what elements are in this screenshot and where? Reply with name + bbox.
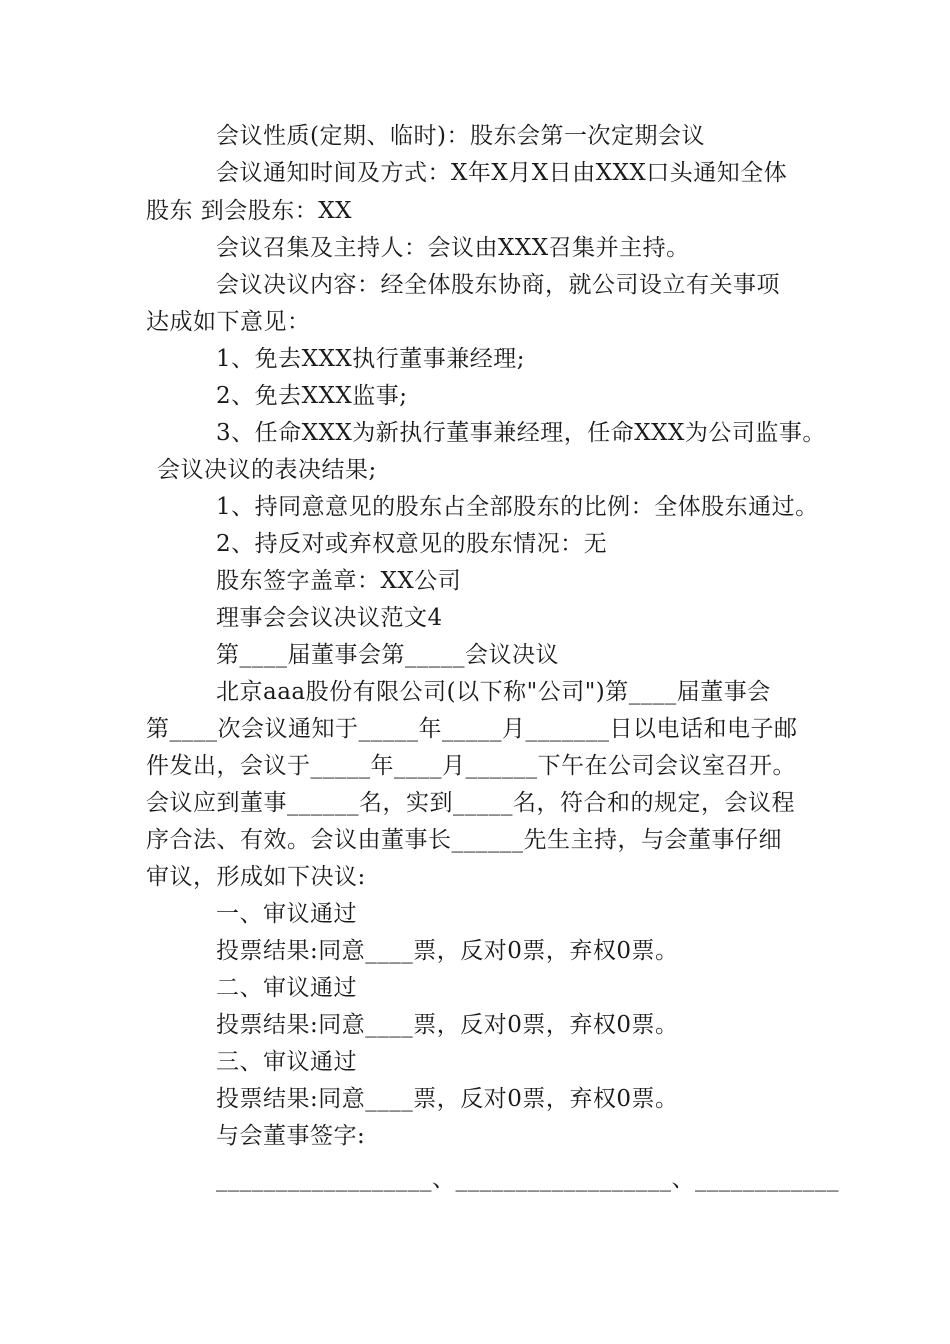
- paragraph-line: 会议应到董事______名，实到_____名，符合和的规定，会议程: [146, 790, 795, 816]
- list-item: 3、任命XXX为新执行董事兼经理，任命XXX为公司监事。: [216, 420, 826, 446]
- paragraph-line: 审议，形成如下决议:: [146, 864, 366, 890]
- list-item: 1、持同意意见的股东占全部股东的比例：全体股东通过。: [216, 494, 819, 520]
- director-signature-label: 与会董事签字:: [216, 1123, 366, 1149]
- section-title: 理事会会议决议范文4: [216, 605, 443, 631]
- list-item: 2、持反对或弃权意见的股东情况：无: [216, 531, 608, 557]
- paragraph-line: 北京aaa股份有限公司(以下称"公司")第____届董事会: [216, 679, 771, 705]
- agenda-item-heading: 一、审议通过: [216, 901, 357, 927]
- resolution-content-cont: 达成如下意见：: [146, 309, 311, 335]
- shareholder-signature-line: 股东签字盖章：XX公司: [216, 568, 462, 594]
- agenda-item-heading: 三、审议通过: [216, 1049, 357, 1075]
- agenda-item-heading: 二、审议通过: [216, 975, 357, 1001]
- convener-line: 会议召集及主持人：会议由XXX召集并主持。: [216, 235, 690, 261]
- vote-result-heading: 会议决议的表决结果;: [157, 457, 377, 483]
- list-item: 2、免去XXX监事;: [216, 383, 408, 409]
- vote-result-line: 投票结果:同意____票，反对0票，弃权0票。: [216, 1086, 679, 1112]
- paragraph-line: 第____次会议通知于_____年_____月_______日以电话和电子邮: [146, 716, 798, 742]
- paragraph-line: 序合法、有效。会议由董事长______先生主持，与会董事仔细: [146, 827, 782, 853]
- signature-blanks: __________________、__________________、____________: [216, 1166, 839, 1192]
- vote-result-line: 投票结果:同意____票，反对0票，弃权0票。: [216, 938, 679, 964]
- attending-shareholders-line: 股东 到会股东：XX: [146, 198, 353, 224]
- meeting-nature-line: 会议性质(定期、临时)：股东会第一次定期会议: [216, 123, 705, 149]
- resolution-title: 第____届董事会第_____会议决议: [216, 642, 559, 668]
- resolution-content-line: 会议决议内容：经全体股东协商，就公司设立有关事项: [216, 272, 780, 298]
- vote-result-line: 投票结果:同意____票，反对0票，弃权0票。: [216, 1012, 679, 1038]
- paragraph-line: 件发出，会议于_____年____月______下午在公司会议室召开。: [146, 753, 796, 779]
- notice-time-line: 会议通知时间及方式：X年X月X日由XXX口头通知全体: [216, 160, 788, 186]
- list-item: 1、免去XXX执行董事兼经理;: [216, 346, 526, 372]
